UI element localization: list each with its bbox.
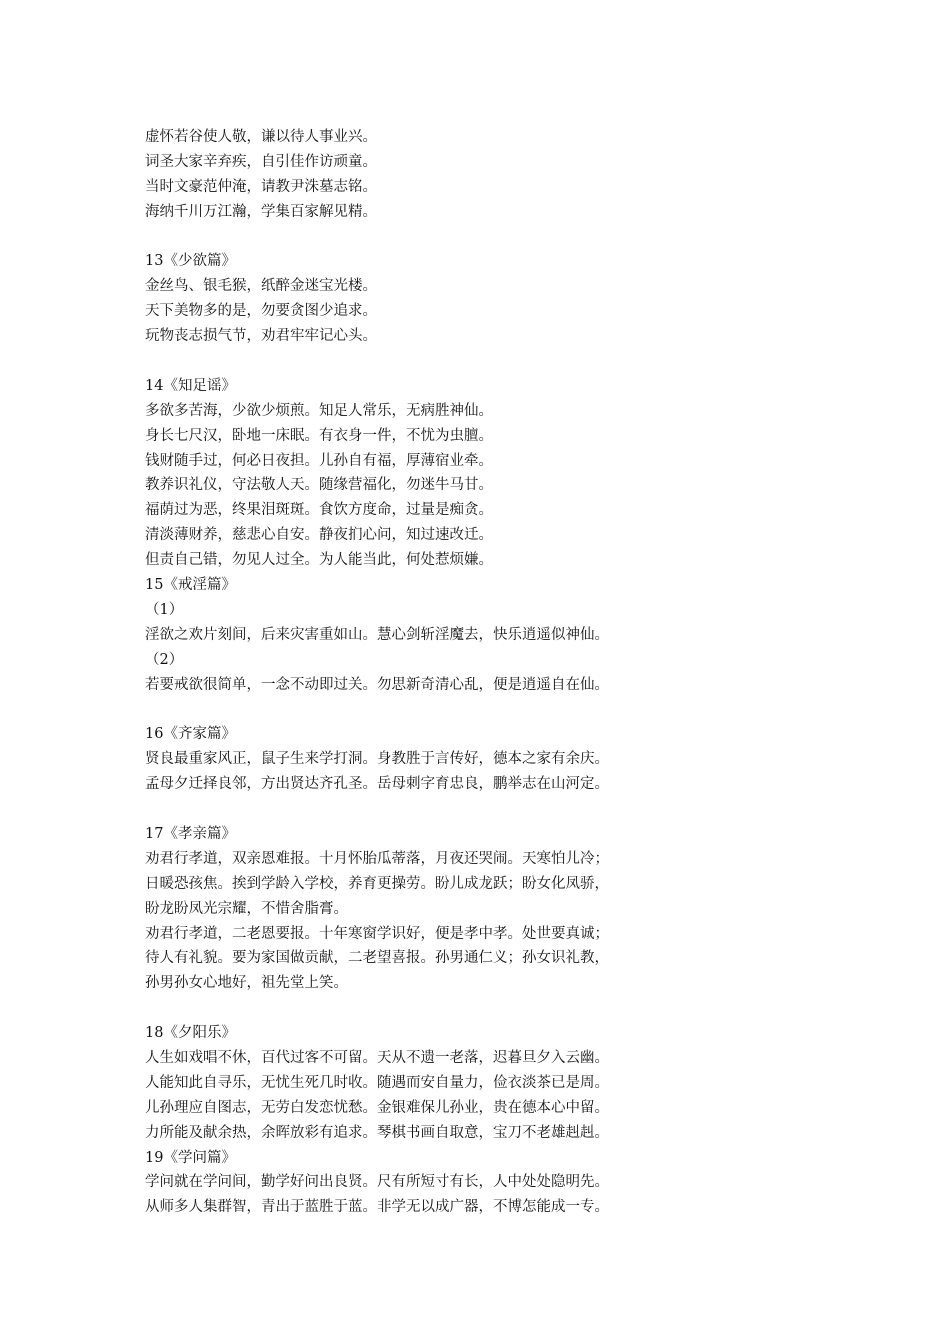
text-line: 劝君行孝道，二老恩要报。十年寒窗学识好，便是孝中孝。处世要真诚； bbox=[145, 925, 609, 942]
text-line: 贤良最重家风正，鼠子生来学打洞。身教胜于言传好，德本之家有余庆。 bbox=[145, 751, 609, 768]
text-line: 日暖恐孩焦。挨到学龄入学校，养育更操劳。盼儿成龙跃；盼女化凤骄， bbox=[145, 875, 609, 892]
text-line: 力所能及献余热，余晖放彩有追求。琴棋书画自取意，宝刀不老雄赳赳。 bbox=[145, 1124, 609, 1141]
section-heading: 19《学问篇》 bbox=[145, 1149, 236, 1166]
text-line: 从师多人集群智，青出于蓝胜于蓝。非学无以成广器，不博怎能成一专。 bbox=[145, 1199, 609, 1216]
text-line: 人能知此自寻乐，无忧生死几时收。随遇而安自量力，俭衣淡茶已是周。 bbox=[145, 1074, 609, 1091]
text-line: 淫欲之欢片刻间，后来灾害重如山。慧心剑斩淫魔去，快乐逍遥似神仙。 bbox=[145, 626, 609, 643]
blank-line bbox=[145, 349, 705, 374]
text-line: 劝君行孝道，双亲恩难报。十月怀胎瓜蒂落，月夜还哭闹。天寒怕儿冷； bbox=[145, 850, 609, 867]
text-line: 玩物丧志损气节，劝君牢牢记心头。 bbox=[145, 328, 377, 345]
text-line: 金丝鸟、银毛猴，纸醉金迷宝光楼。 bbox=[145, 278, 377, 295]
blank-line bbox=[145, 996, 705, 1021]
section-heading: 18《夕阳乐》 bbox=[145, 1025, 236, 1042]
section-heading: 16《齐家篇》 bbox=[145, 726, 236, 743]
text-line: 学问就在学问间，勤学好问出良贤。尺有所短寸有长，人中处处隐明先。 bbox=[145, 1174, 609, 1191]
text-line: 若要戒欲很简单，一念不动即过关。勿思新奇清心乱，便是逍遥自在仙。 bbox=[145, 676, 609, 693]
text-line: 福荫过为恶，终果泪斑斑。食饮方度命，过量是痴贪。 bbox=[145, 502, 493, 519]
text-line: 清淡薄财养，慈悲心自安。静夜扪心问，知过速改迁。 bbox=[145, 527, 493, 544]
text-line: 但责自己错，勿见人过全。为人能当此，何处惹烦嫌。 bbox=[145, 552, 493, 569]
text-line: 儿孙理应自图志，无劳白发恋忧愁。金银难保儿孙业，贵在德本心中留。 bbox=[145, 1099, 609, 1116]
section-heading: 14《知足谣》 bbox=[145, 377, 236, 394]
blank-line bbox=[145, 797, 705, 822]
section-heading: 17《孝亲篇》 bbox=[145, 825, 236, 842]
text-line: 虚怀若谷使人敬，谦以待人事业兴。 bbox=[145, 129, 377, 145]
text-line: 人生如戏唱不休，百代过客不可留。天从不遗一老落，迟暮旦夕入云幽。 bbox=[145, 1049, 609, 1066]
section-heading: 15《戒淫篇》 bbox=[145, 577, 236, 594]
document-body bbox=[145, 125, 705, 1220]
text-line: 孟母夕迁择良邻，方出贤达齐孔圣。岳母刺字育忠良，鹏举志在山河定。 bbox=[145, 776, 609, 793]
text-line: 多欲多苦海，少欲少烦煎。知足人常乐，无病胜神仙。 bbox=[145, 402, 493, 419]
text-line: 海纳千川万江瀚，学集百家解见精。 bbox=[145, 203, 377, 220]
text-line: （2） bbox=[145, 651, 184, 668]
text-line: 身长七尺汉，卧地一床眠。有衣身一件，不忧为虫膻。 bbox=[145, 427, 493, 444]
section-heading: 13《少欲篇》 bbox=[145, 253, 236, 270]
text-line: 钱财随手过，何必日夜担。儿孙自有福，厚薄宿业牵。 bbox=[145, 452, 493, 469]
text-line: 待人有礼貌。要为家国做贡献，二老望喜报。孙男通仁义；孙女识礼教， bbox=[145, 950, 609, 967]
text-line: 孙男孙女心地好，祖先堂上笑。 bbox=[145, 975, 348, 992]
blank-line bbox=[145, 225, 705, 250]
text-line: 当时文豪范仲淹，请教尹洙墓志铭。 bbox=[145, 178, 377, 195]
text-line: 教养识礼仪，守法敬人天。随缘营福化，勿迷牛马甘。 bbox=[145, 477, 493, 494]
text-line: 天下美物多的是，勿要贪图少追求。 bbox=[145, 303, 377, 320]
text-line: 词圣大家辛弃疾，自引佳作访顽童。 bbox=[145, 153, 377, 170]
text-line: （1） bbox=[145, 601, 184, 618]
text-line: 盼龙盼凤光宗耀，不惜舍脂膏。 bbox=[145, 900, 348, 917]
blank-line bbox=[145, 697, 705, 722]
